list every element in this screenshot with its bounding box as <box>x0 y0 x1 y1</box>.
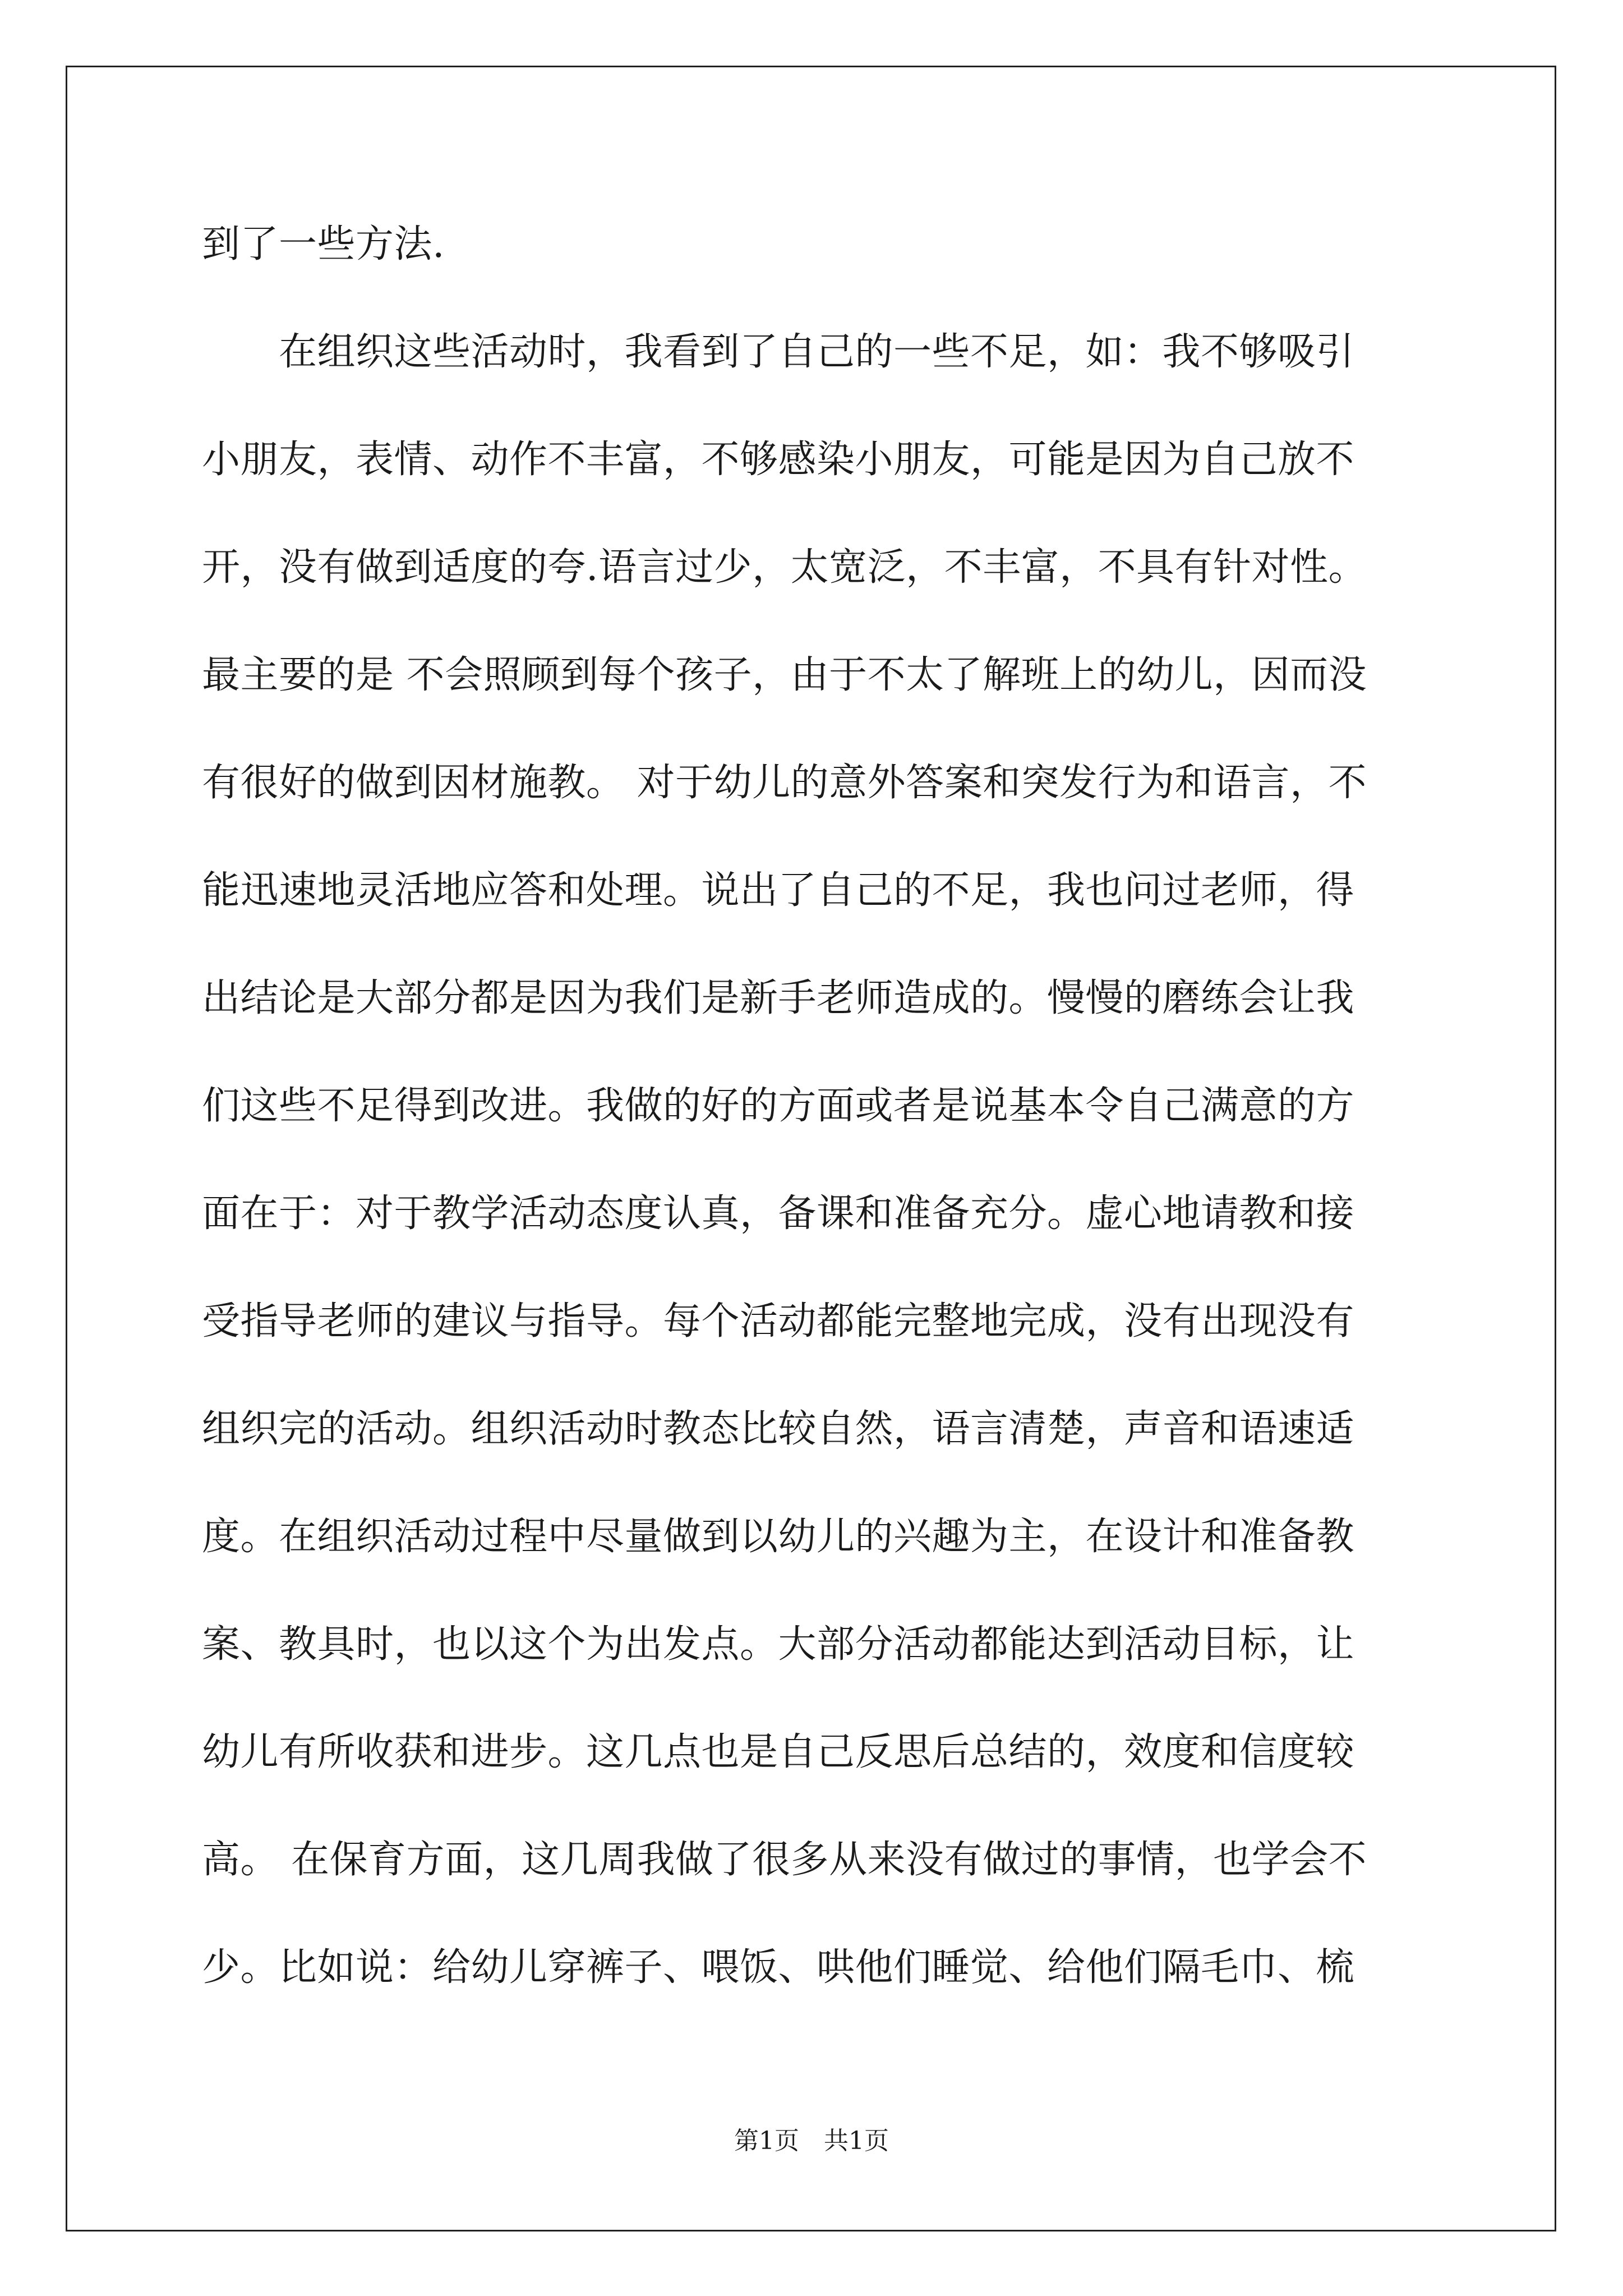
text-line: 到了一些方法. <box>202 222 445 266</box>
text-line: 小朋友，表情、动作不丰富，不够感染小朋友，可能是因为自己放不 <box>202 438 1355 482</box>
text-line: 面在于：对于教学活动态度认真，备课和准备充分。虚心地请教和接 <box>202 1191 1355 1236</box>
text-line: 出结论是大部分都是因为我们是新手老师造成的。慢慢的磨练会让我 <box>202 976 1355 1020</box>
text-line: 高。 在保育方面，这几周我做了很多从来没有做过的事情，也学会不 <box>202 1838 1367 1882</box>
text-line: 幼儿有所收获和进步。这几点也是自己反思后总结的，效度和信度较 <box>202 1730 1355 1774</box>
text-line: 能迅速地灵活地应答和处理。说出了自己的不足，我也问过老师，得 <box>202 868 1355 913</box>
text-line: 最主要的是 不会照顾到每个孩子，由于不太了解班上的幼儿，因而没 <box>202 653 1367 697</box>
text-line: 少。比如说：给幼儿穿裤子、喂饭、哄他们睡觉、给他们隔毛巾、梳 <box>202 1945 1355 1990</box>
page-border <box>66 66 1556 2231</box>
text-line: 们这些不足得到改进。我做的好的方面或者是说基本令自己满意的方 <box>202 1084 1355 1128</box>
text-line: 组织完的活动。组织活动时教态比较自然，语言清楚，声音和语速适 <box>202 1407 1355 1451</box>
text-line: 有很好的做到因材施教。 对于幼儿的意外答案和突发行为和语言，不 <box>202 761 1367 805</box>
text-line: 案、教具时，也以这个为出发点。大部分活动都能达到活动目标，让 <box>202 1622 1355 1667</box>
text-line: 受指导老师的建议与指导。每个活动都能完整地完成，没有出现没有 <box>202 1299 1355 1343</box>
text-line: 度。在组织活动过程中尽量做到以幼儿的兴趣为主，在设计和准备教 <box>202 1515 1355 1559</box>
text-line: 开，没有做到适度的夸.语言过少，太宽泛，不丰富，不具有针对性。 <box>202 545 1367 590</box>
text-line: 在组织这些活动时，我看到了自己的一些不足，如：我不够吸引 <box>202 330 1355 374</box>
page-footer: 第1页 共1页 <box>734 2127 889 2155</box>
